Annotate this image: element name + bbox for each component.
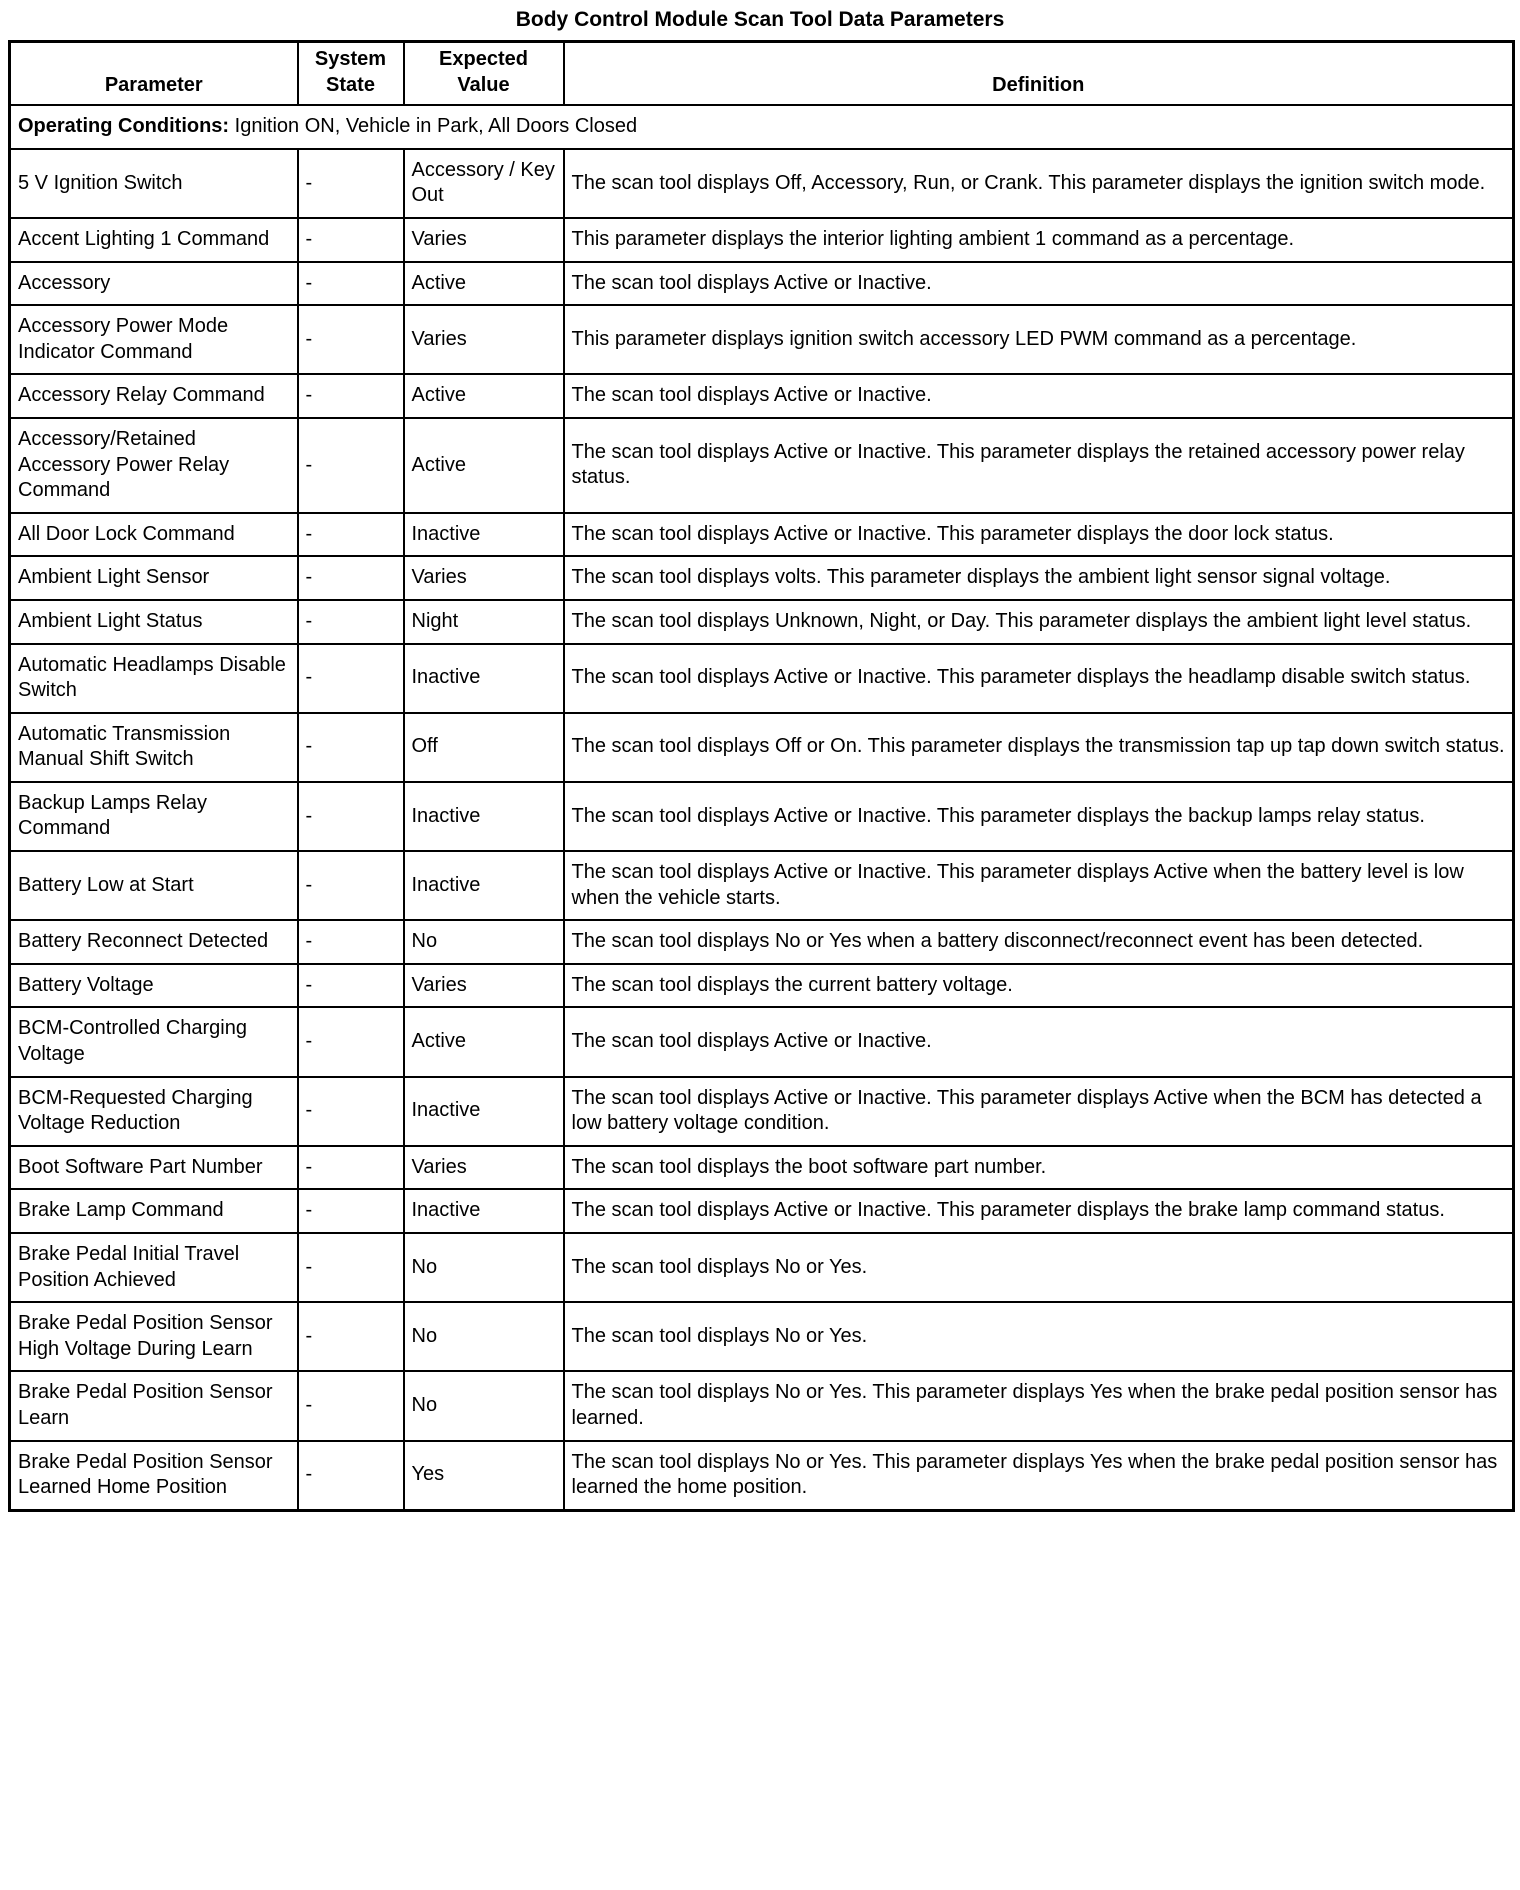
definition-cell: The scan tool displays Active or Inactive. This parameter displays the retained accessory power relay status. [564,418,1514,513]
table-row [10,1189,1514,1233]
system-state-cell: - [298,1077,404,1146]
operating-conditions-text: Ignition ON, Vehicle in Park, All Doors Closed [234,115,638,138]
definition-cell: This parameter displays the interior lighting ambient 1 command as a percentage. [564,218,1514,262]
table-row [10,1233,1514,1302]
table-row [10,920,1514,964]
parameter-cell: Ambient Light Sensor [10,556,298,600]
parameter-cell: All Door Lock Command [10,513,298,557]
parameter-cell: Accessory [10,262,298,306]
table-row [10,418,1514,513]
parameter-cell: Brake Pedal Position Sensor High Voltage During Learn [10,1302,298,1371]
definition-cell: The scan tool displays volts. This parameter displays the ambient light sensor signal voltage. [564,556,1514,600]
expected-value-cell: Active [404,1007,564,1076]
system-state-cell: - [298,1146,404,1190]
expected-value-cell: Varies [404,556,564,600]
system-state-cell: - [298,1233,404,1302]
table-row [10,513,1514,557]
parameter-cell: Brake Lamp Command [10,1189,298,1233]
table-row [10,713,1514,782]
operating-conditions-label: Operating Conditions: [18,115,230,138]
expected-value-cell: Inactive [404,644,564,713]
table-body [10,105,1514,1510]
definition-cell: The scan tool displays Active or Inactive. This parameter displays Active when the BCM has detected a low battery voltage condition. [564,1077,1514,1146]
table-row [10,1441,1514,1511]
parameter-cell: Brake Pedal Initial Travel Position Achieved [10,1233,298,1302]
system-state-cell: - [298,920,404,964]
expected-value-cell: Varies [404,305,564,374]
system-state-cell: - [298,305,404,374]
table-row [10,1077,1514,1146]
parameter-cell: Accessory Power Mode Indicator Command [10,305,298,374]
system-state-cell: - [298,600,404,644]
parameter-cell: Backup Lamps Relay Command [10,782,298,851]
parameter-cell: Battery Voltage [10,964,298,1008]
system-state-cell: - [298,964,404,1008]
table-row [10,1371,1514,1440]
parameters-table [8,40,1515,1512]
definition-cell: The scan tool displays Unknown, Night, or Day. This parameter displays the ambient light level status. [564,600,1514,644]
header-row [10,42,1514,106]
definition-cell: The scan tool displays Active or Inactive. [564,262,1514,306]
expected-value-cell: Varies [404,218,564,262]
system-state-cell: - [298,513,404,557]
system-state-cell: - [298,418,404,513]
expected-value-cell: Inactive [404,513,564,557]
system-state-cell: - [298,851,404,920]
parameter-cell: Accent Lighting 1 Command [10,218,298,262]
parameter-cell: Battery Reconnect Detected [10,920,298,964]
definition-cell: The scan tool displays No or Yes. This parameter displays Yes when the brake pedal position sensor has learned. [564,1371,1514,1440]
system-state-cell: - [298,713,404,782]
definition-cell: The scan tool displays Active or Inactive. [564,1007,1514,1076]
parameter-cell: 5 V Ignition Switch [10,149,298,218]
parameter-cell: Boot Software Part Number [10,1146,298,1190]
page-title: Body Control Module Scan Tool Data Parameters [515,8,1005,31]
parameter-cell: Battery Low at Start [10,851,298,920]
system-state-cell: - [298,149,404,218]
table-row [10,1146,1514,1190]
parameter-cell: Ambient Light Status [10,600,298,644]
system-state-cell: - [298,1007,404,1076]
parameter-cell: Automatic Transmission Manual Shift Switch [10,713,298,782]
table-row [10,600,1514,644]
definition-cell: The scan tool displays the boot software part number. [564,1146,1514,1190]
header-definition: Definition [564,42,1514,106]
parameter-cell: Accessory Relay Command [10,374,298,418]
system-state-cell: - [298,1302,404,1371]
table-header [10,42,1514,106]
parameter-cell: BCM-Controlled Charging Voltage [10,1007,298,1076]
system-state-cell: - [298,644,404,713]
definition-cell: The scan tool displays Active or Inactive. This parameter displays the headlamp disable switch status. [564,644,1514,713]
system-state-cell: - [298,782,404,851]
system-state-cell: - [298,1189,404,1233]
table-row [10,556,1514,600]
table-row [10,1302,1514,1371]
expected-value-cell: Varies [404,964,564,1008]
system-state-cell: - [298,218,404,262]
definition-cell: The scan tool displays Active or Inactive. This parameter displays the backup lamps relay status. [564,782,1514,851]
table-row [10,149,1514,218]
definition-cell: This parameter displays ignition switch accessory LED PWM command as a percentage. [564,305,1514,374]
definition-cell: The scan tool displays Off or On. This parameter displays the transmission tap up tap down switch status. [564,713,1514,782]
definition-cell: The scan tool displays No or Yes. This parameter displays Yes when the brake pedal position sensor has learned the home position. [564,1441,1514,1511]
table-row [10,964,1514,1008]
table-row [10,782,1514,851]
definition-cell: The scan tool displays Active or Inactive. [564,374,1514,418]
definition-cell: The scan tool displays No or Yes. [564,1302,1514,1371]
parameter-cell: Automatic Headlamps Disable Switch [10,644,298,713]
expected-value-cell: No [404,1233,564,1302]
table-row [10,262,1514,306]
definition-cell: The scan tool displays Active or Inactive. This parameter displays the door lock status. [564,513,1514,557]
header-parameter: Parameter [10,42,298,106]
expected-value-cell: Yes [404,1441,564,1511]
expected-value-cell: No [404,920,564,964]
expected-value-cell: Inactive [404,1077,564,1146]
system-state-cell: - [298,1371,404,1440]
definition-cell: The scan tool displays Active or Inactive. This parameter displays Active when the battery level is low when the vehicle starts. [564,851,1514,920]
definition-cell: The scan tool displays Off, Accessory, Run, or Crank. This parameter displays the ignition switch mode. [564,149,1514,218]
expected-value-cell: No [404,1371,564,1440]
parameter-cell: BCM-Requested Charging Voltage Reduction [10,1077,298,1146]
definition-cell: The scan tool displays No or Yes when a battery disconnect/reconnect event has been detected. [564,920,1514,964]
header-expected-value: Expected Value [404,42,564,106]
expected-value-cell: Inactive [404,851,564,920]
expected-value-cell: Active [404,374,564,418]
definition-cell: The scan tool displays No or Yes. [564,1233,1514,1302]
table-row [10,374,1514,418]
definition-cell: The scan tool displays the current battery voltage. [564,964,1514,1008]
expected-value-cell: Active [404,262,564,306]
expected-value-cell: Inactive [404,1189,564,1233]
table-row [10,218,1514,262]
table-row [10,644,1514,713]
header-system-state: System State [298,42,404,106]
operating-conditions-row [10,105,1514,149]
table-row [10,1007,1514,1076]
system-state-cell: - [298,374,404,418]
system-state-cell: - [298,1441,404,1511]
expected-value-cell: Active [404,418,564,513]
expected-value-cell: Varies [404,1146,564,1190]
expected-value-cell: Inactive [404,782,564,851]
definition-cell: The scan tool displays Active or Inactive. This parameter displays the brake lamp command status. [564,1189,1514,1233]
system-state-cell: - [298,556,404,600]
parameter-cell: Accessory/Retained Accessory Power Relay Command [10,418,298,513]
expected-value-cell: Off [404,713,564,782]
expected-value-cell: Accessory / Key Out [404,149,564,218]
expected-value-cell: Night [404,600,564,644]
expected-value-cell: No [404,1302,564,1371]
parameter-cell: Brake Pedal Position Sensor Learned Home Position [10,1441,298,1511]
parameter-cell: Brake Pedal Position Sensor Learn [10,1371,298,1440]
operating-conditions-cell [10,105,1514,149]
table-row [10,851,1514,920]
system-state-cell: - [298,262,404,306]
table-row [10,305,1514,374]
